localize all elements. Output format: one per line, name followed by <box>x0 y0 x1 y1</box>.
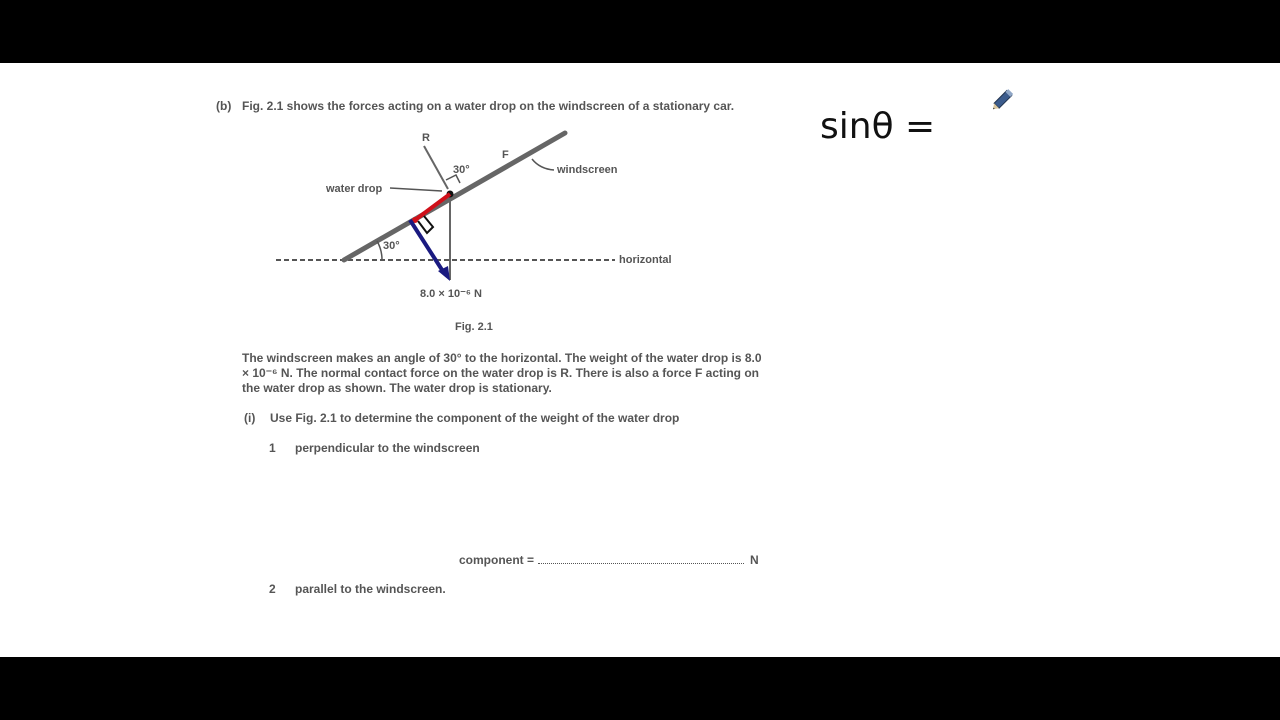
handwritten-note <box>818 93 948 153</box>
label-horizontal: horizontal <box>619 254 672 266</box>
answer-blank[interactable] <box>538 553 744 564</box>
label-angle-upper: 30° <box>453 164 470 176</box>
item-number: 1 <box>269 441 276 455</box>
label-angle-lower: 30° <box>383 240 400 252</box>
normal-force-line <box>424 146 448 189</box>
answer-unit: N <box>750 553 759 567</box>
label-water-drop: water drop <box>326 183 383 195</box>
question-part: (b) <box>216 99 232 113</box>
question-heading <box>216 99 734 113</box>
label-weight: 8.0 × 10⁻⁶ N <box>420 288 482 300</box>
windscreen-pointer <box>532 159 554 170</box>
blue-component-line <box>410 220 444 273</box>
label-windscreen: windscreen <box>557 164 618 176</box>
label-r: R <box>422 132 430 144</box>
pencil-icon[interactable] <box>988 83 1020 115</box>
figure-caption: Fig. 2.1 <box>455 321 493 333</box>
item-parallel <box>269 582 446 596</box>
item-text: parallel to the windscreen. <box>295 582 446 596</box>
sub-question <box>244 411 679 425</box>
item-text: perpendicular to the windscreen <box>295 441 480 455</box>
worksheet-page <box>0 63 1280 657</box>
right-angle-mark-upper <box>446 175 460 183</box>
handwritten-text: sinθ = <box>820 106 936 147</box>
sub-question-text: Use Fig. 2.1 to determine the component of the weight of the water drop <box>270 411 680 425</box>
question-text: Fig. 2.1 shows the forces acting on a water drop on the windscreen of a stationary car. <box>242 99 735 113</box>
sub-question-numeral: (i) <box>244 411 256 425</box>
description-paragraph: The windscreen makes an angle of 30° to the horizontal. The weight of the water drop is 8.0 × 10⁻⁶ N. The normal contact force on the water drop is R. There is also a force F acting on the water drop as shown. The water drop is stationary. <box>242 351 762 395</box>
angle-arc <box>377 241 382 260</box>
item-number: 2 <box>269 582 276 596</box>
label-f: F <box>502 149 509 161</box>
water-drop-pointer <box>390 188 442 191</box>
answer-line <box>459 553 759 567</box>
item-perpendicular <box>269 441 480 455</box>
force-diagram <box>270 123 690 313</box>
red-component-line <box>415 194 450 220</box>
answer-label: component = <box>459 553 535 567</box>
